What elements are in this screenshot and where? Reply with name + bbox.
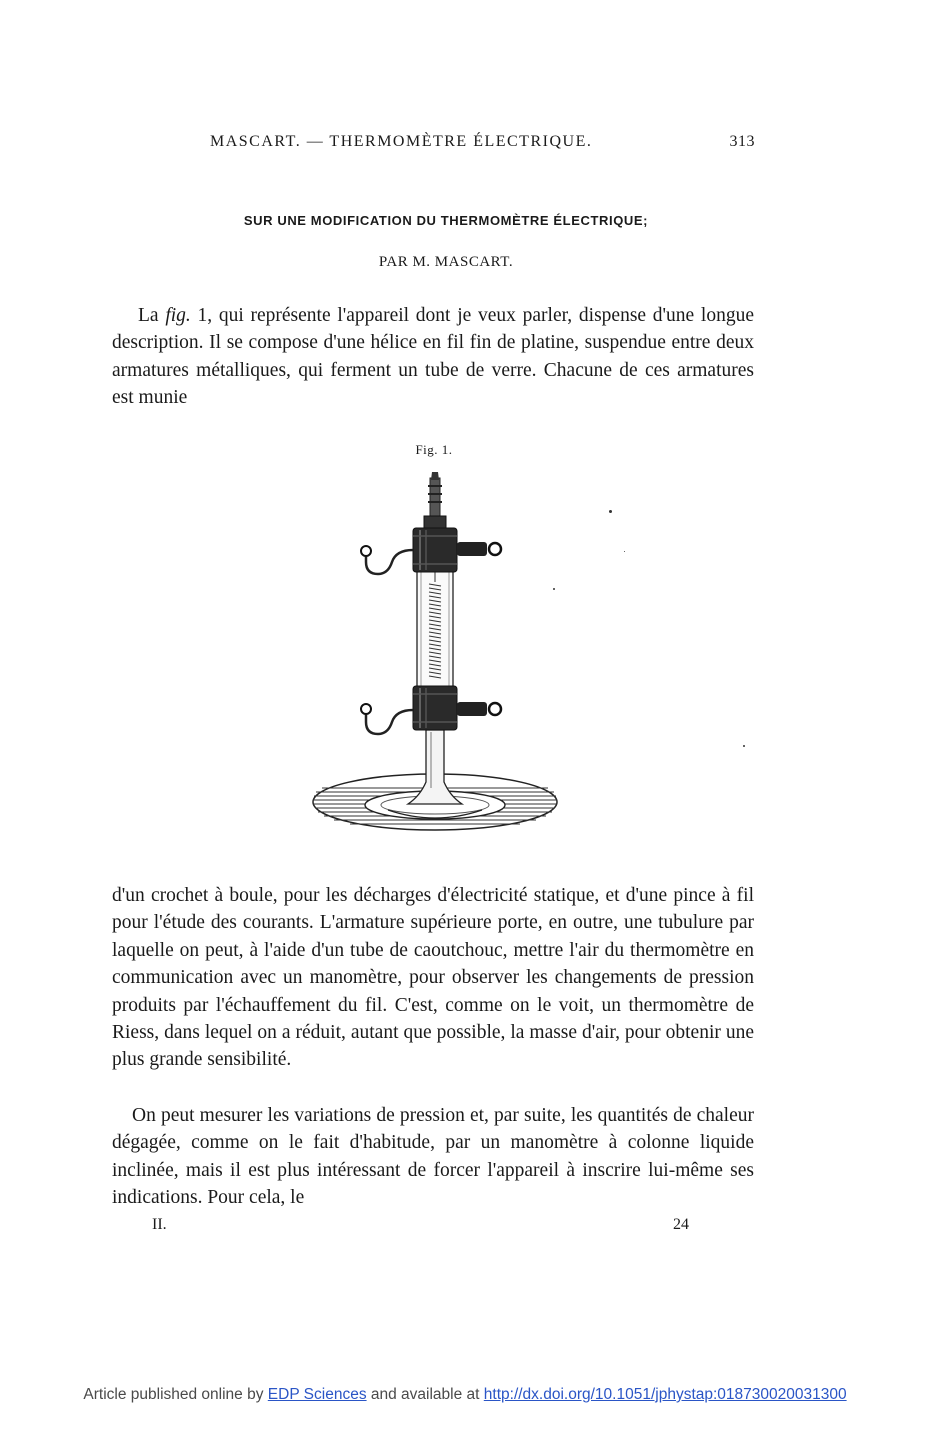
top-tubulure	[424, 472, 446, 528]
thermometer-figure	[300, 470, 570, 860]
glass-tube	[417, 568, 453, 688]
sheet-number: 24	[673, 1216, 689, 1233]
paragraph-1	[112, 302, 754, 412]
page-number: 313	[729, 133, 755, 150]
publisher-link[interactable]: EDP Sciences	[267, 1386, 367, 1403]
figure-reference: fig.	[165, 305, 191, 326]
scan-speck	[609, 510, 612, 513]
bottom-armature	[361, 686, 501, 734]
scan-speck	[743, 745, 745, 747]
paragraph-2: d'un crochet à boule, pour les décharges d'électricité statique, et d'une pince à fil pour l'étude des courants. L'armature supérieure porte, en outre, une tubulure par laquelle on peut, à l'aide d'un tube de caoutchouc, mettre l'air du thermomètre en communication avec un manomètre, pour observer les changements de pression produits par l'échauffement du fil. C'est, comme on le voit, un thermomètre de Riess, dans lequel on a réduit, autant que possible, la masse d'air, pour obtenir une plus grande sensibilité.	[112, 885, 754, 1071]
figure-caption: Fig. 1.	[415, 442, 453, 457]
footer-middle: and available at	[366, 1386, 484, 1403]
publication-footer	[0, 1386, 930, 1404]
volume-signature: II.	[152, 1216, 167, 1233]
paragraph-3: On peut mesurer les variations de pression et, par suite, les quantités de chaleur dégagée, comme on le fait d'habitude, par un manomètre à colonne liquide inclinée, mais il est plus intéressant de forcer l'appareil à inscrire lui-même ses indications. Pour cela, le	[112, 1105, 754, 1209]
running-title: MASCART. — THERMOMÈTRE ÉLECTRIQUE.	[210, 133, 593, 150]
paragraph-1-rest: 1, qui représente l'appareil dont je veux parler, dispense d'une longue description. Il se compose d'une hélice en fil fin de platine, suspendue entre deux armatures métalliques, qui ferment un tube de verre. Chacune de ces armatures est munie	[112, 305, 755, 409]
footer-prefix: Article published online by	[83, 1386, 268, 1403]
scan-speck	[553, 588, 555, 590]
thermometer-illustration	[300, 470, 570, 860]
paragraph-1-start: La	[138, 305, 159, 326]
article-byline: PAR M. MASCART.	[378, 254, 514, 270]
doi-link[interactable]: http://dx.doi.org/10.1051/jphystap:018730020031300	[483, 1386, 847, 1403]
article-title: SUR UNE MODIFICATION DU THERMOMÈTRE ÉLECTRIQUE;	[243, 213, 649, 228]
top-armature	[361, 528, 501, 574]
scan-speck	[624, 551, 625, 552]
